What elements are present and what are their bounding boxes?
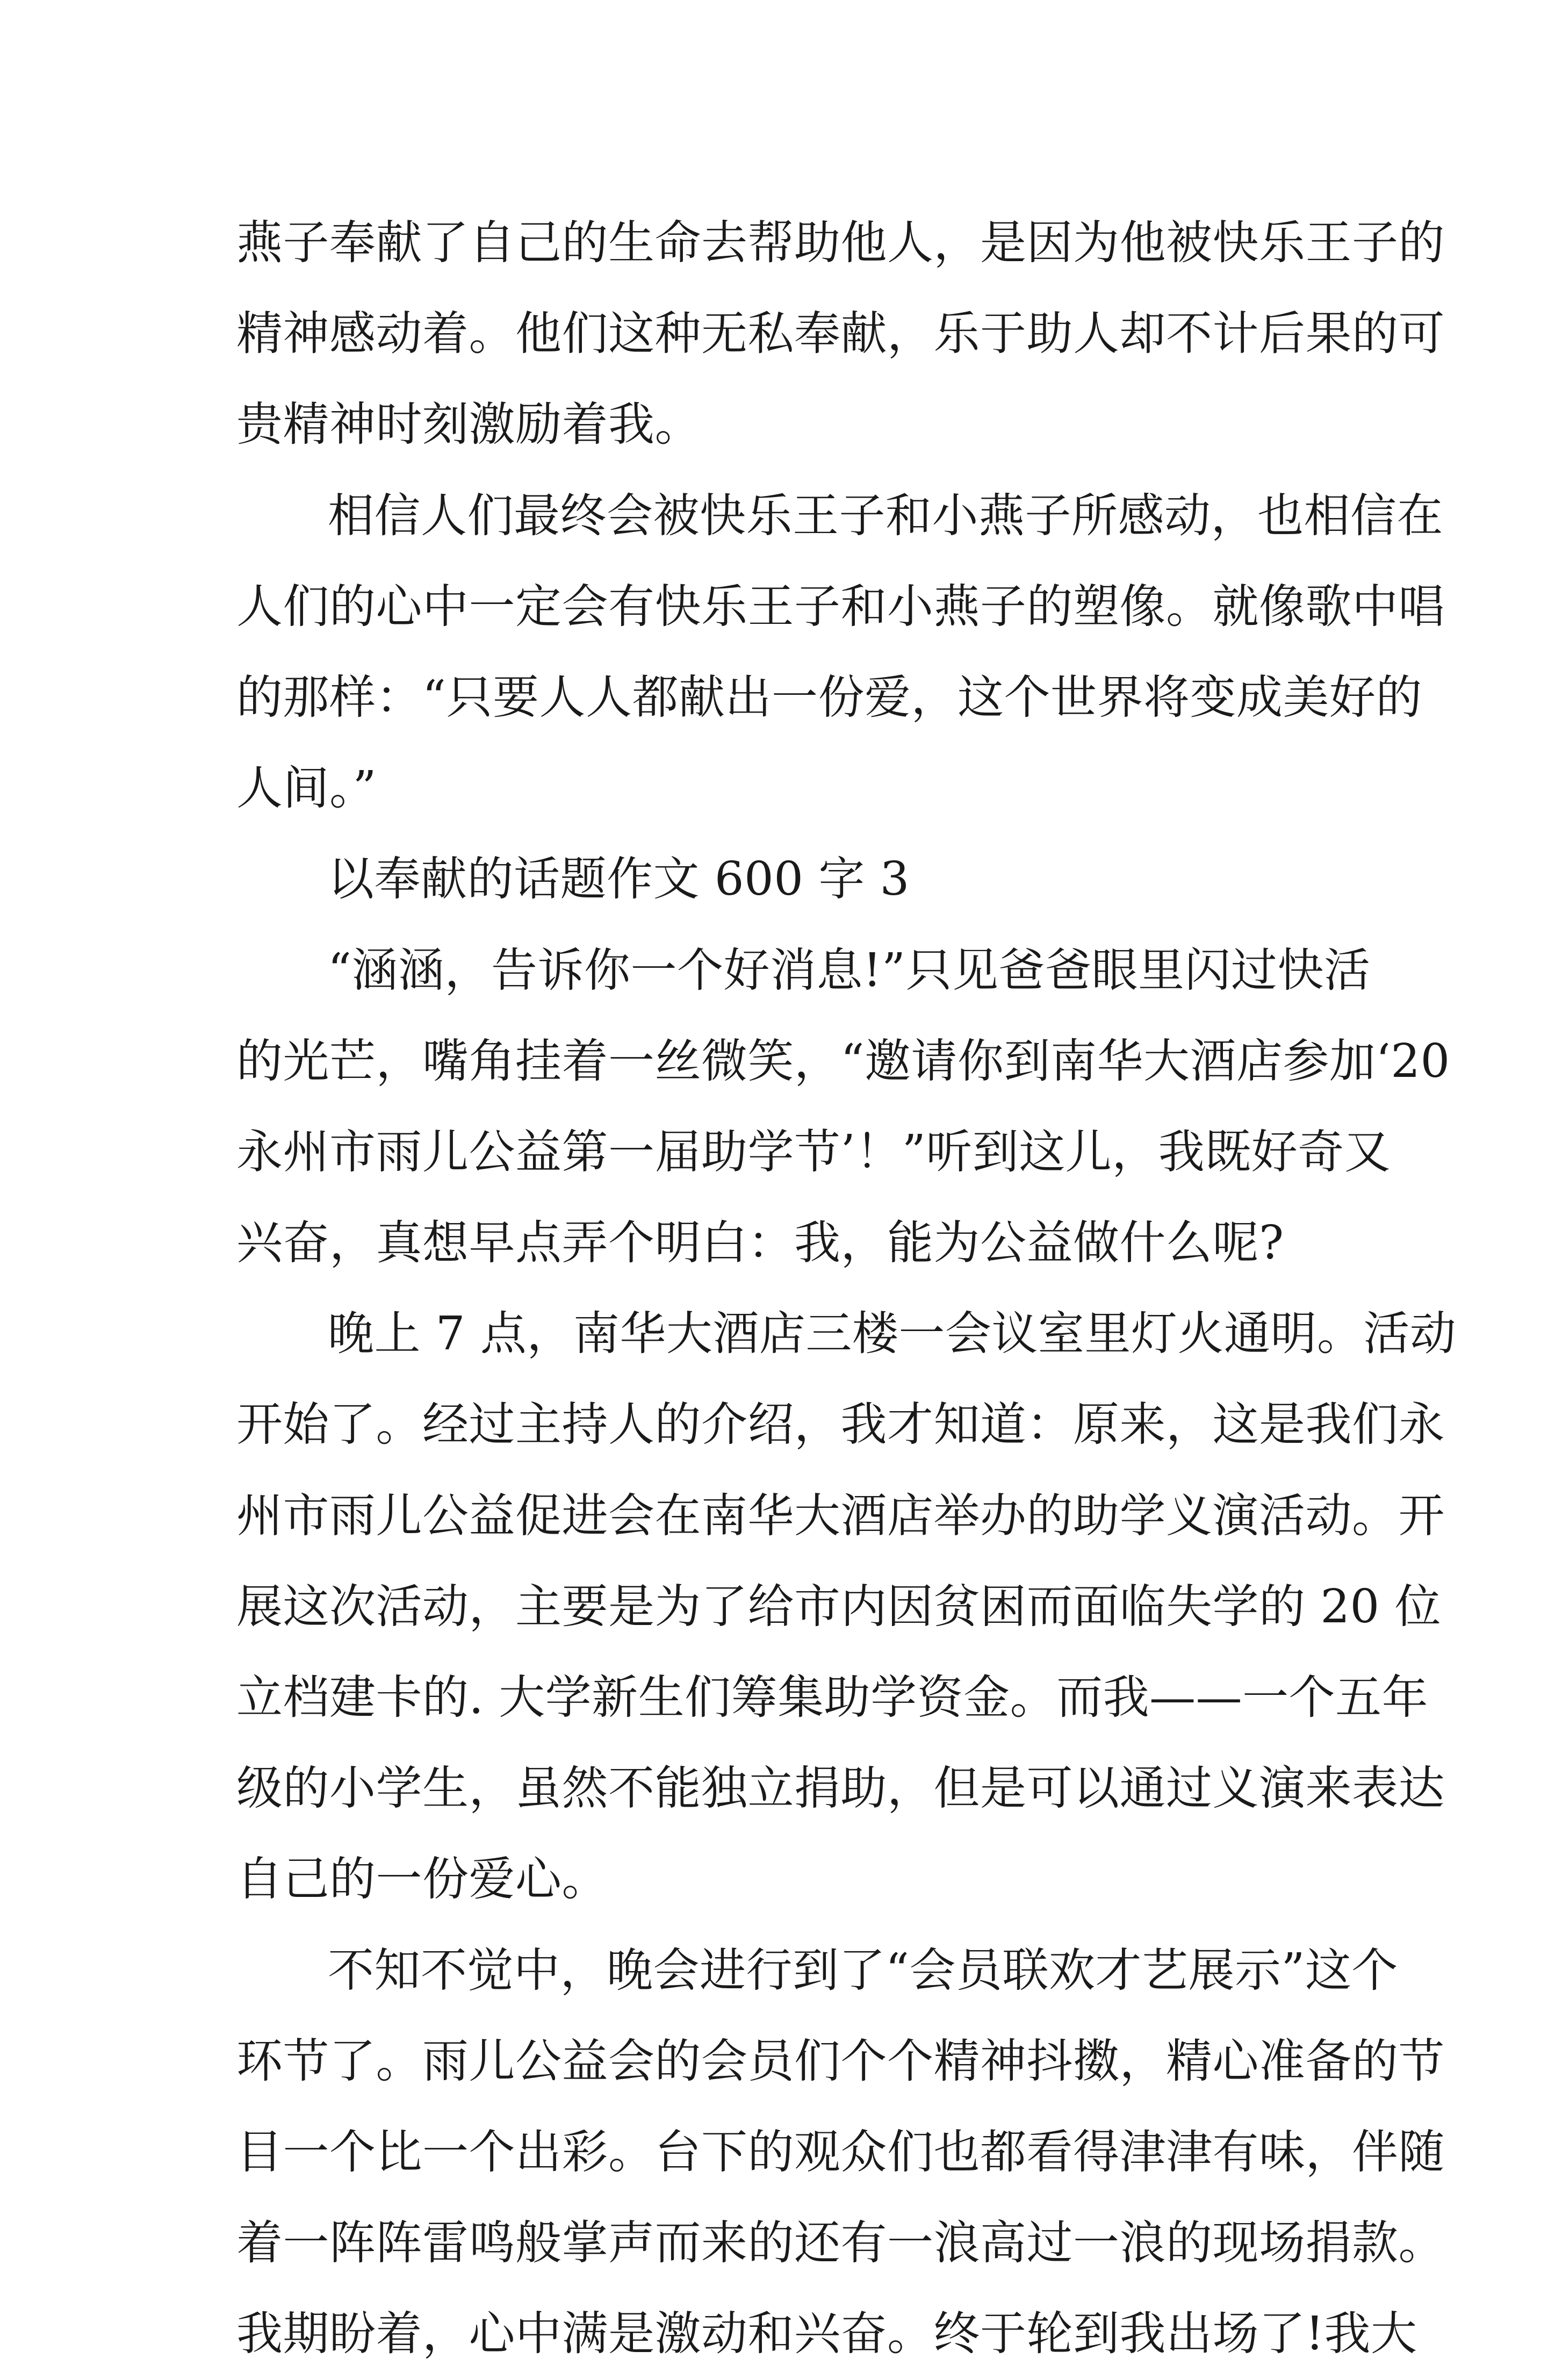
text-line: 精神感动着。他们这种无私奉献，乐于助人却不计后果的可 [236,307,1445,361]
text-line: 开始了。经过主持人的介绍，我才知道：原来，这是我们永 [236,1398,1445,1452]
text-line: 级的小学生，虽然不能独立捐助，但是可以通过义演来表达 [236,1761,1445,1816]
text-line: 目一个比一个出彩。台下的观众们也都看得津津有味，伴随 [236,2125,1445,2179]
text-line: 人们的心中一定会有快乐王子和小燕子的塑像。就像歌中唱 [236,579,1445,634]
text-line: 着一阵阵雷鸣般掌声而来的还有一浪高过一浪的现场捐款。 [236,2216,1445,2270]
text-line: 贵精神时刻激励着我。 [236,398,701,452]
text-line: 晚上 7 点，南华大酒店三楼一会议室里灯火通明。活动 [328,1307,1457,1361]
text-line: 不知不觉中，晚会进行到了“会员联欢才艺展示”这个 [328,1943,1398,1997]
text-line: 自己的一份爱心。 [236,1852,608,1907]
text-line: 我期盼着，心中满是激动和兴奋。终于轮到我出场了!我大 [236,2307,1417,2361]
text-line: 展这次活动，主要是为了给市内因贫困而面临失学的 20 位 [236,1579,1442,1634]
text-line: 人间。” [236,761,377,816]
text-line: 燕子奉献了自己的生命去帮助他人，是因为他被快乐王子的 [236,216,1445,270]
text-line: 环节了。雨儿公益会的会员们个个精神抖擞，精心准备的节 [236,2034,1445,2088]
text-line: 以奉献的话题作文 600 字 3 [328,852,910,907]
text-line: 永州市雨儿公益第一届助学节’！”听到这儿，我既好奇又 [236,1125,1391,1179]
text-line: 兴奋，真想早点弄个明白：我，能为公益做什么呢? [236,1216,1284,1270]
text-line: 立档建卡的. 大学新生们筹集助学资金。而我——一个五年 [236,1671,1429,1724]
body-text [236,198,1457,2380]
text-line: 的那样：“只要人人都献出一份爱，这个世界将变成美好的 [236,670,1422,724]
text-line: 相信人们最终会被快乐王子和小燕子所感动，也相信在 [328,488,1443,543]
text-line: 的光芒，嘴角挂着一丝微笑，“邀请你到南华大酒店参加‘20 [236,1034,1450,1088]
text-line: 州市雨儿公益促进会在南华大酒店举办的助学义演活动。开 [236,1489,1445,1543]
text-line: “涵涵，告诉你一个好消息!”只见爸爸眼里闪过快活 [328,943,1371,997]
